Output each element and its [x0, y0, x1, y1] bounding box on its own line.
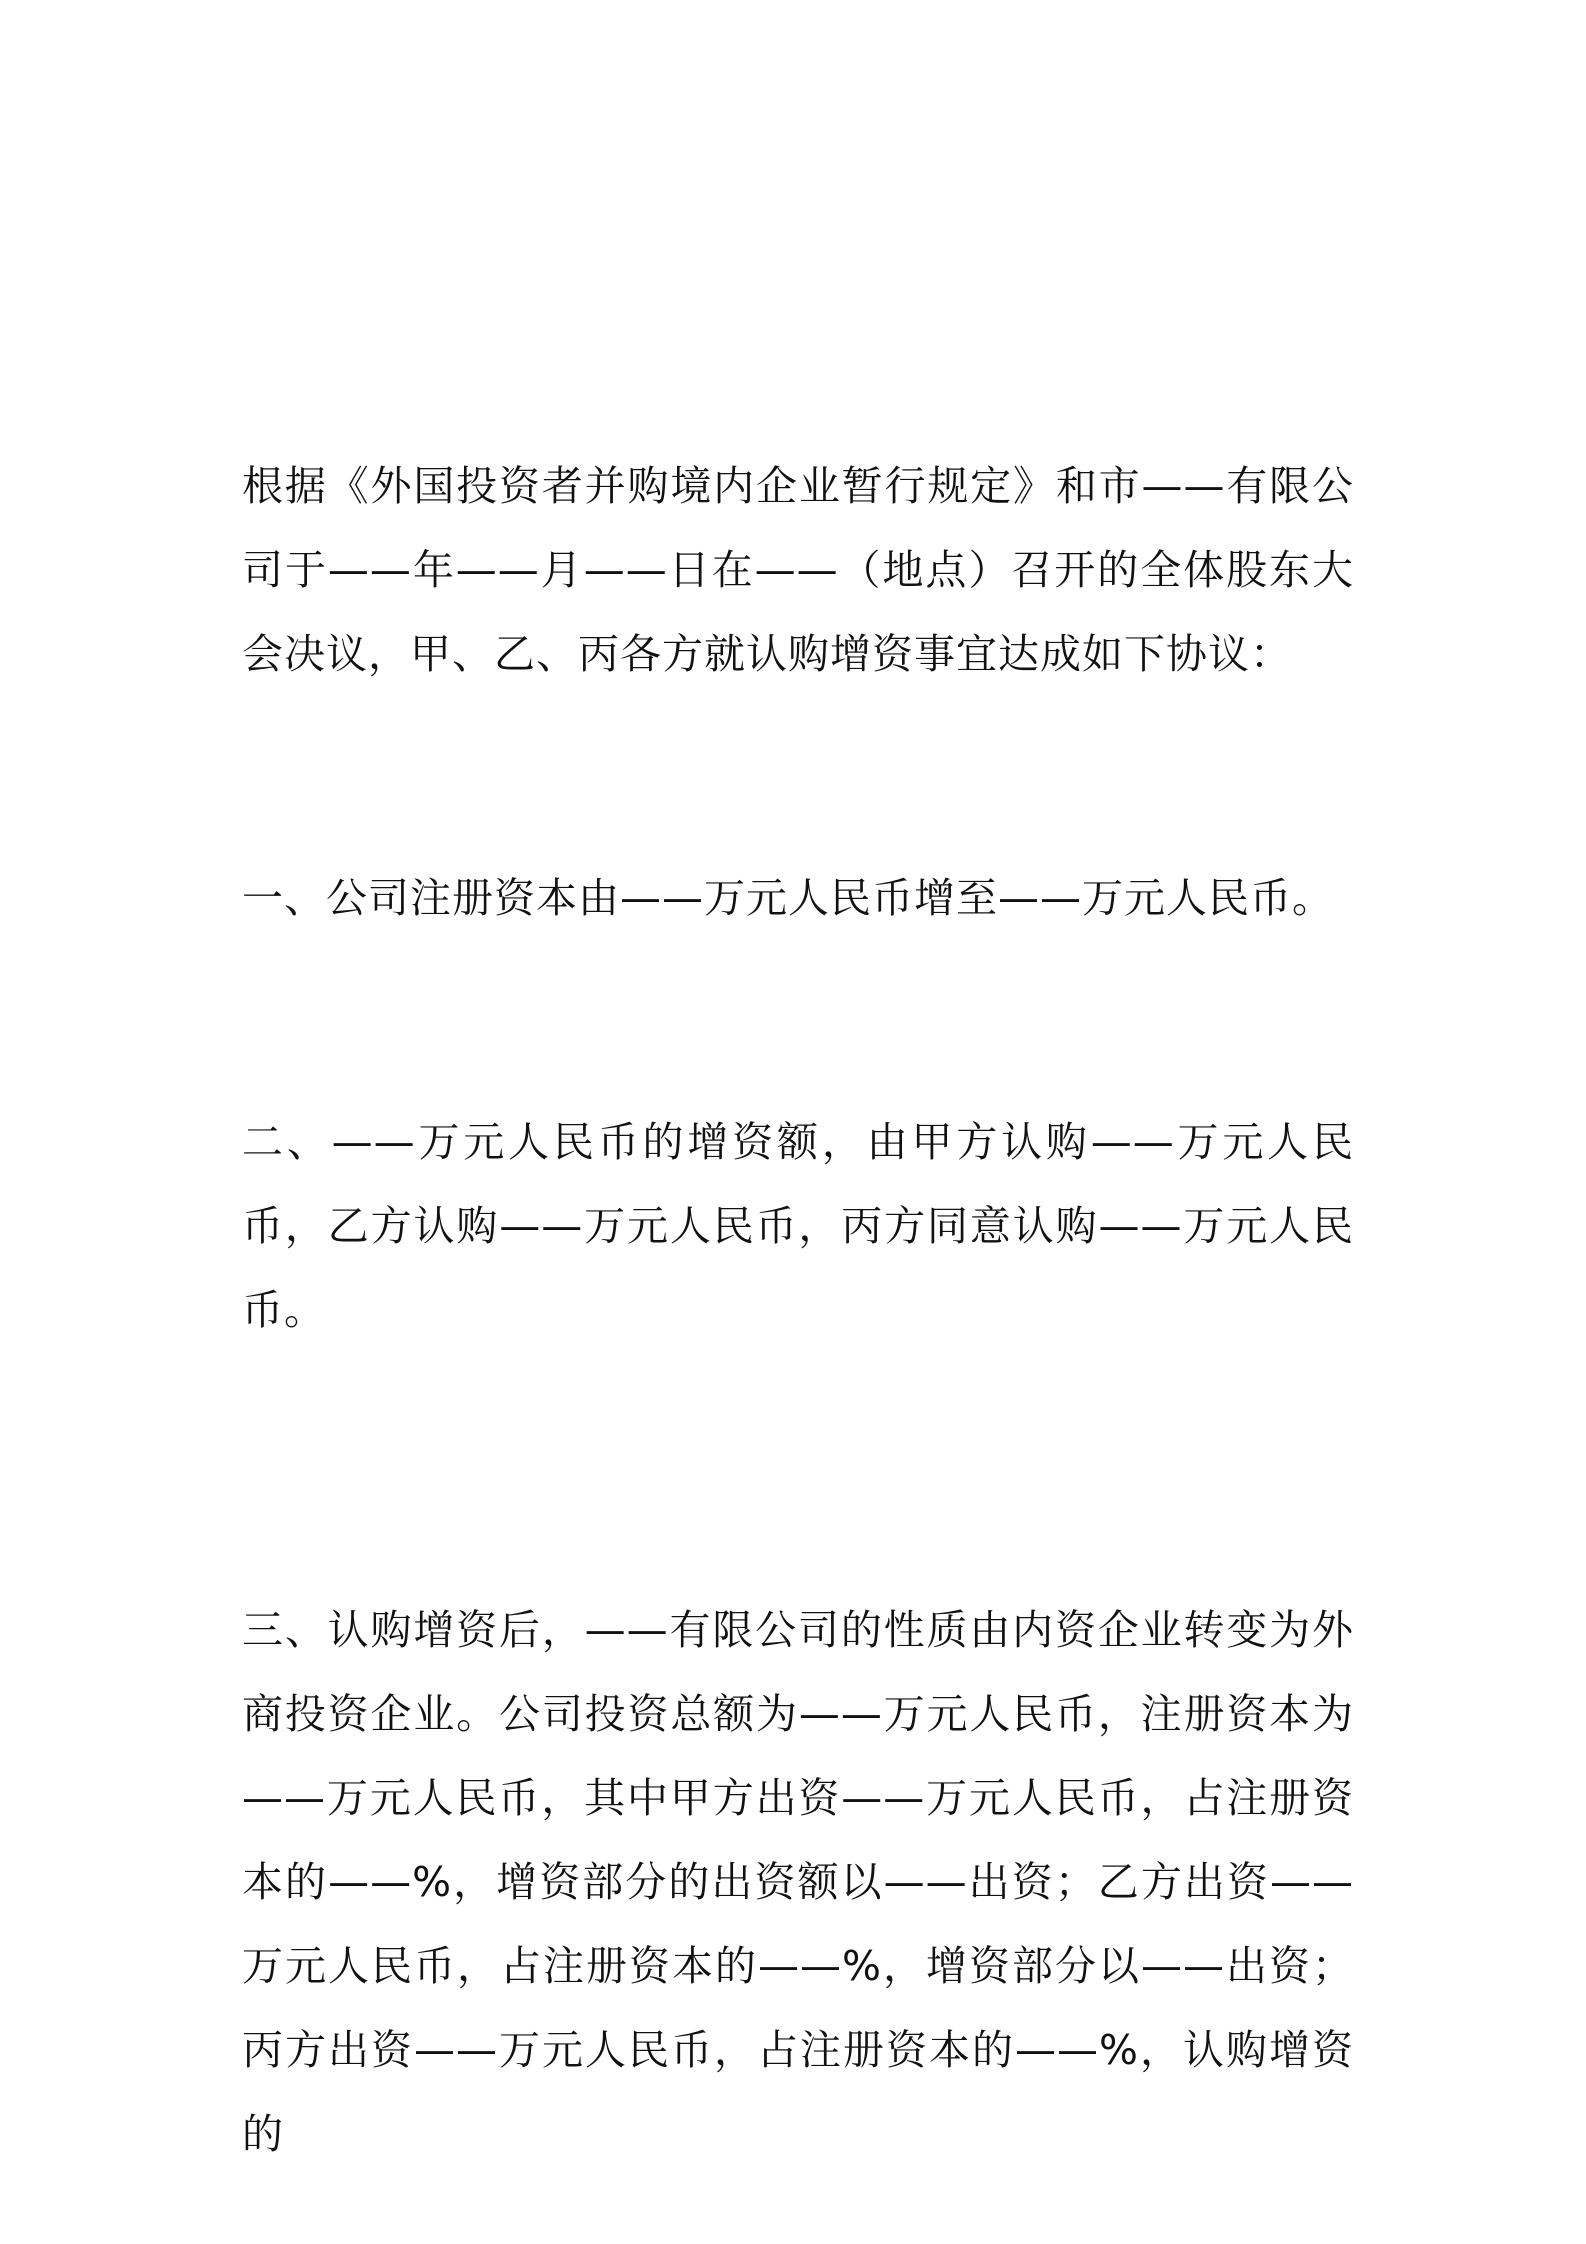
clause-1-paragraph: 一、公司注册资本由——万元人民币增至——万元人民币。 — [242, 874, 1334, 922]
clause-3-paragraph: 三、认购增资后，——有限公司的性质由内资企业转变为外商投资企业。公司投资总额为——万元人民币，注册资本为——万元人民币，其中甲方出资——万元人民币，占注册资本的——%，增资部分的出资额以——出资；乙方出资——万元人民币，占注册资本的——%，增资部分以——出资；丙方出资——万元人民币，占注册资本的——%，认购增资的 — [242, 1606, 1354, 2158]
clause-2-paragraph: 二、——万元人民币的增资额，由甲方认购——万元人民币，乙方认购——万元人民币，丙方同意认购——万元人民币。 — [242, 1118, 1354, 1334]
document-body — [242, 444, 1354, 2176]
intro-paragraph: 根据《外国投资者并购境内企业暂行规定》和市——有限公司于——年——月——日在——（地点）召开的全体股东大会决议，甲、乙、丙各方就认购增资事宜达成如下协议： — [242, 462, 1354, 678]
